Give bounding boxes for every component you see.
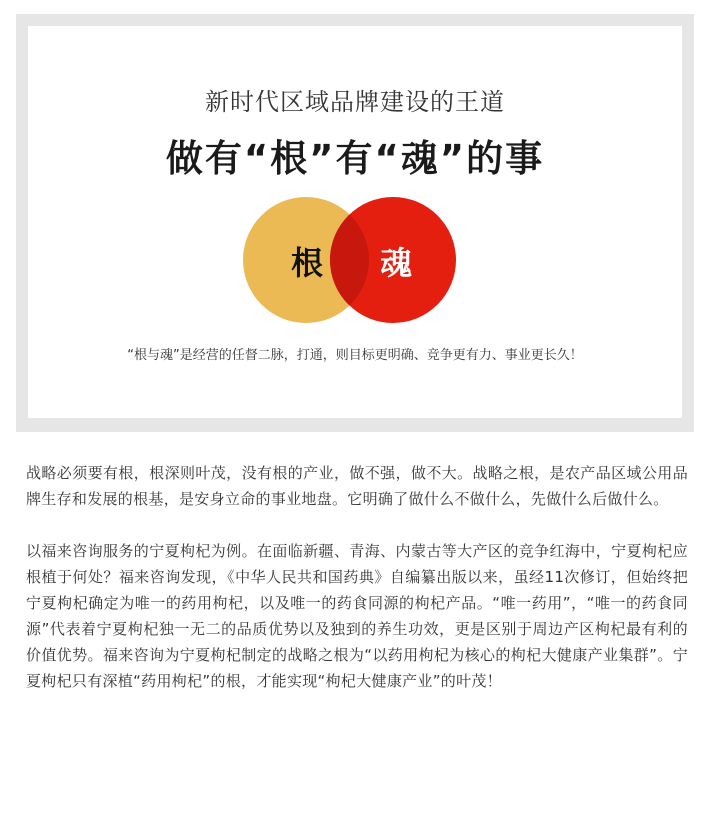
- venn-circles: [228, 190, 468, 330]
- venn-label-soul: 魂: [379, 244, 412, 282]
- venn-diagram: [228, 190, 468, 330]
- banner-caption: “根与魂”是经营的任督二脉，打通，则目标更明确、竞争更有力、事业更长久！: [127, 348, 583, 363]
- article-paragraph: 以福来咨询服务的宁夏枸杞为例。在面临新疆、青海、内蒙古等大产区的竞争红海中，宁夏枸杞应根植于何处？福来咨询发现，《中华人民共和国药典》自编纂出版以来，虽经11次修订，但始终把宁夏枸杞确定为唯一的药用枸杞，以及唯一的药食同源的枸杞产品。“唯一药用”，“唯一的药食同源”代表着宁夏枸杞独一无二的品质优势以及独到的养生功效，更是区别于周边产区枸杞最有利的价值优势。福来咨询为宁夏枸杞制定的战略之根为“以药用枸杞为核心的枸杞大健康产业集群”。宁夏枸杞只有深植“药用枸杞”的根，才能实现“枸杞大健康产业”的叶茂！: [26, 542, 688, 690]
- article-body: [26, 460, 688, 720]
- banner-image: [28, 26, 682, 418]
- banner-subtitle: 新时代区域品牌建设的王道: [205, 88, 505, 116]
- article-paragraph: 战略必须要有根，根深则叶茂，没有根的产业，做不强，做不大。战略之根，是农产品区域公用品牌生存和发展的根基，是安身立命的事业地盘。它明确了做什么不做什么，先做什么后做什么。: [26, 464, 688, 508]
- venn-label-root: 根: [290, 244, 323, 282]
- banner-image-frame: [16, 14, 694, 432]
- banner-title: 做有“根”有“魂”的事: [165, 137, 545, 180]
